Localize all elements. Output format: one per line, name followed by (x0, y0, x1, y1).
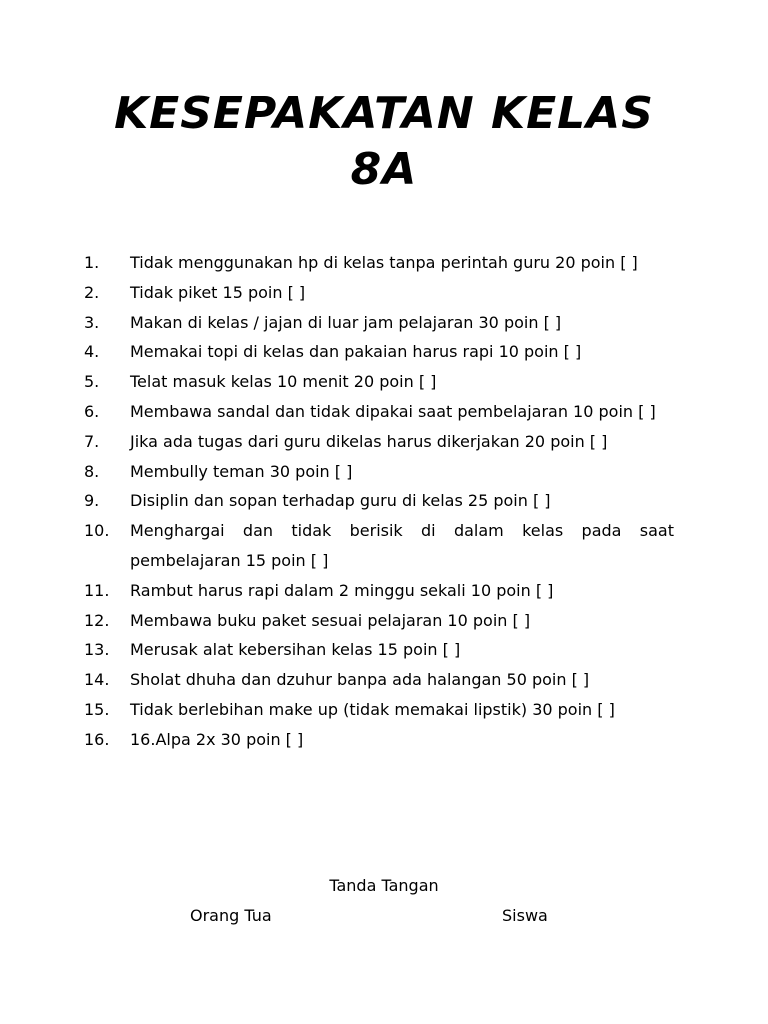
rule-text: Menghargai dan tidak berisik di dalam kelas pada saat pembelajaran 15 poin [ ] (130, 521, 674, 570)
rule-text: Membawa sandal dan tidak dipakai saat pembelajaran 10 poin [ ] (130, 401, 656, 421)
list-item (84, 308, 674, 338)
rule-text: 16.Alpa 2x 30 poin [ ] (130, 729, 304, 749)
rule-text: Makan di kelas / jajan di luar jam pelajaran 30 poin [ ] (130, 312, 562, 332)
list-item (84, 635, 674, 665)
list-item (84, 486, 674, 516)
rule-number: 11. (84, 580, 110, 600)
rule-number: 4. (84, 342, 100, 362)
rule-number: 9. (84, 491, 100, 511)
rule-number: 10. (84, 521, 110, 541)
rule-text: Telat masuk kelas 10 menit 20 poin [ ] (130, 372, 437, 392)
rule-text: Membully teman 30 poin [ ] (130, 461, 353, 481)
signature-student-label: Siswa (502, 906, 548, 925)
list-item (84, 665, 674, 695)
rule-number: 16. (84, 729, 110, 749)
signature-heading: Tanda Tangan (329, 876, 439, 895)
rule-text: Tidak menggunakan hp di kelas tanpa perintah guru 20 poin [ ] (130, 253, 638, 272)
rule-number: 7. (84, 431, 100, 451)
rules-list (84, 248, 674, 755)
rule-number: 8. (84, 461, 100, 481)
rule-text: Disiplin dan sopan terhadap guru di kelas 25 poin [ ] (130, 491, 551, 511)
rule-text: Memakai topi di kelas dan pakaian harus rapi 10 poin [ ] (130, 342, 582, 362)
rule-text: Sholat dhuha dan dzuhur banpa ada halangan 50 poin [ ] (130, 670, 590, 690)
list-item (84, 725, 674, 755)
rule-text: Membawa buku paket sesuai pelajaran 10 poin [ ] (130, 610, 531, 630)
rule-text: Tidak piket 15 poin [ ] (130, 282, 306, 302)
rule-text: Merusak alat kebersihan kelas 15 poin [ ] (130, 640, 461, 660)
list-item (84, 248, 674, 278)
rule-number: 5. (84, 372, 100, 392)
rule-number: 14. (84, 670, 110, 690)
list-item (84, 337, 674, 367)
list-item (84, 516, 674, 576)
title-line-1: KESEPAKATAN KELAS (114, 88, 654, 139)
rule-text: Jika ada tugas dari guru dikelas harus dikerjakan 20 poin [ ] (130, 431, 608, 451)
title-line-2: 8A (350, 144, 418, 195)
rule-text: Tidak berlebihan make up (tidak memakai lipstik) 30 poin [ ] (130, 699, 615, 719)
signature-parent-label: Orang Tua (190, 906, 272, 925)
rule-number: 6. (84, 401, 100, 421)
list-item (84, 367, 674, 397)
list-item (84, 427, 674, 457)
rule-number: 12. (84, 610, 110, 630)
list-item (84, 695, 674, 725)
rule-text: Rambut harus rapi dalam 2 minggu sekali 10 poin [ ] (130, 580, 554, 600)
rule-number: 3. (84, 312, 100, 332)
rule-number: 15. (84, 699, 110, 719)
rule-number: 2. (84, 282, 100, 302)
page-title (84, 86, 684, 198)
list-item (84, 278, 674, 308)
list-item (84, 457, 674, 487)
list-item (84, 606, 674, 636)
rule-number: 13. (84, 640, 110, 660)
list-item (84, 397, 674, 427)
rule-number: 1. (84, 253, 100, 272)
list-item (84, 576, 674, 606)
